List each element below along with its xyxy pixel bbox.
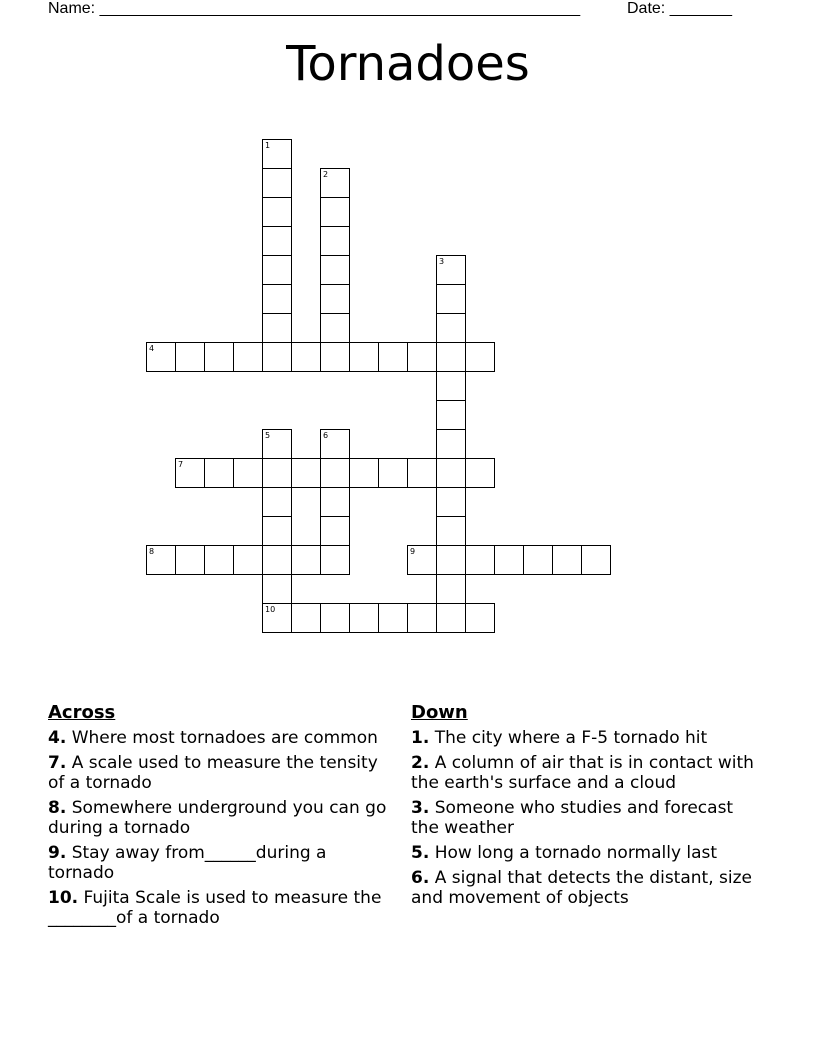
grid-cell[interactable] bbox=[233, 342, 263, 372]
grid-cell[interactable] bbox=[407, 545, 437, 575]
grid-cell[interactable] bbox=[262, 226, 292, 256]
grid-cell[interactable] bbox=[407, 342, 437, 372]
clue-number: 3 bbox=[439, 257, 445, 266]
grid-cell[interactable] bbox=[262, 574, 292, 604]
clue-item-text: Where most tornadoes are common bbox=[66, 728, 378, 748]
grid-cell[interactable] bbox=[378, 458, 408, 488]
grid-cell[interactable] bbox=[320, 284, 350, 314]
grid-cell[interactable] bbox=[465, 342, 495, 372]
grid-cell[interactable] bbox=[262, 458, 292, 488]
clue-number: 5 bbox=[265, 431, 271, 440]
grid-cell[interactable] bbox=[436, 574, 466, 604]
grid-cell[interactable] bbox=[320, 197, 350, 227]
clue-item-number: 8. bbox=[48, 798, 67, 818]
grid-cell[interactable] bbox=[262, 197, 292, 227]
grid-cell[interactable] bbox=[436, 516, 466, 546]
grid-cell[interactable] bbox=[436, 429, 466, 459]
grid-cell[interactable] bbox=[436, 284, 466, 314]
down-clue-list bbox=[411, 728, 761, 908]
grid-cell[interactable] bbox=[378, 342, 408, 372]
grid-cell[interactable] bbox=[320, 342, 350, 372]
grid-cell[interactable] bbox=[291, 342, 321, 372]
grid-cell[interactable] bbox=[320, 429, 350, 459]
clue-number: 6 bbox=[323, 431, 329, 440]
grid-cell[interactable] bbox=[262, 545, 292, 575]
grid-cell[interactable] bbox=[320, 313, 350, 343]
grid-cell[interactable] bbox=[465, 545, 495, 575]
grid-cell[interactable] bbox=[552, 545, 582, 575]
grid-cell[interactable] bbox=[320, 226, 350, 256]
grid-cell[interactable] bbox=[523, 545, 553, 575]
across-heading: Across bbox=[48, 702, 116, 723]
clue-item-text: A scale used to measure the tensity of a tornado bbox=[48, 753, 378, 793]
grid-cell[interactable] bbox=[291, 458, 321, 488]
down-heading: Down bbox=[411, 702, 468, 723]
clue-item-text: Somewhere underground you can go during a tornado bbox=[48, 798, 387, 838]
clue-item bbox=[411, 728, 761, 748]
down-clues bbox=[411, 702, 761, 913]
clue-item-text: A signal that detects the distant, size and movement of objects bbox=[411, 868, 752, 908]
grid-cell[interactable] bbox=[291, 603, 321, 633]
grid-cell[interactable] bbox=[320, 458, 350, 488]
grid-cell[interactable] bbox=[320, 487, 350, 517]
clue-item bbox=[48, 798, 393, 838]
grid-cell[interactable] bbox=[436, 342, 466, 372]
grid-cell[interactable] bbox=[320, 255, 350, 285]
grid-cell[interactable] bbox=[262, 516, 292, 546]
clue-item-text: The city where a F-5 tornado hit bbox=[429, 728, 708, 748]
clue-item bbox=[48, 843, 393, 883]
grid-cell[interactable] bbox=[349, 458, 379, 488]
clue-item-number: 10. bbox=[48, 888, 79, 908]
page-title: Tornadoes bbox=[286, 36, 530, 92]
across-clues bbox=[48, 702, 393, 933]
clue-number: 9 bbox=[410, 547, 416, 556]
clue-item-text: How long a tornado normally last bbox=[429, 843, 718, 863]
grid-cell[interactable] bbox=[436, 371, 466, 401]
grid-cell[interactable] bbox=[407, 603, 437, 633]
grid-cell[interactable] bbox=[494, 545, 524, 575]
grid-cell[interactable] bbox=[320, 603, 350, 633]
clue-item bbox=[48, 728, 393, 748]
grid-cell[interactable] bbox=[349, 603, 379, 633]
date-field-label[interactable]: Date: _______ bbox=[627, 0, 732, 17]
grid-cell[interactable] bbox=[320, 545, 350, 575]
grid-cell[interactable] bbox=[262, 429, 292, 459]
clue-item bbox=[48, 888, 393, 928]
grid-cell[interactable] bbox=[320, 516, 350, 546]
grid-cell[interactable] bbox=[204, 458, 234, 488]
clue-number: 10 bbox=[265, 605, 276, 614]
clue-item-number: 4. bbox=[48, 728, 67, 748]
grid-cell[interactable] bbox=[407, 458, 437, 488]
grid-cell[interactable] bbox=[465, 603, 495, 633]
clue-number: 4 bbox=[149, 344, 155, 353]
clue-item-number: 2. bbox=[411, 753, 430, 773]
clue-item-number: 3. bbox=[411, 798, 430, 818]
clue-item bbox=[411, 753, 761, 793]
clue-number: 2 bbox=[323, 170, 329, 179]
clue-item-number: 5. bbox=[411, 843, 430, 863]
across-clue-list bbox=[48, 728, 393, 928]
clue-item-text: Stay away from______during a tornado bbox=[48, 843, 327, 883]
clue-number: 7 bbox=[178, 460, 184, 469]
grid-cell[interactable] bbox=[378, 603, 408, 633]
clue-item-text: A column of air that is in contact with the earth's surface and a cloud bbox=[411, 753, 754, 793]
grid-cell[interactable] bbox=[262, 284, 292, 314]
clue-number: 8 bbox=[149, 547, 155, 556]
grid-cell[interactable] bbox=[436, 255, 466, 285]
grid-cell[interactable] bbox=[436, 603, 466, 633]
grid-cell[interactable] bbox=[262, 168, 292, 198]
clue-item-number: 6. bbox=[411, 868, 430, 888]
clue-item-number: 9. bbox=[48, 843, 67, 863]
grid-cell[interactable] bbox=[146, 342, 176, 372]
grid-cell[interactable] bbox=[262, 342, 292, 372]
grid-cell[interactable] bbox=[146, 545, 176, 575]
grid-cell[interactable] bbox=[581, 545, 611, 575]
grid-cell[interactable] bbox=[262, 603, 292, 633]
clue-item-number: 7. bbox=[48, 753, 67, 773]
grid-cell[interactable] bbox=[262, 313, 292, 343]
grid-cell[interactable] bbox=[436, 400, 466, 430]
clue-item bbox=[48, 753, 393, 793]
name-field-label[interactable]: Name: ______________________________________________________ bbox=[48, 0, 581, 17]
grid-cell[interactable] bbox=[262, 487, 292, 517]
grid-cell[interactable] bbox=[175, 342, 205, 372]
grid-cell[interactable] bbox=[175, 458, 205, 488]
grid-cell[interactable] bbox=[349, 342, 379, 372]
clue-item bbox=[411, 868, 761, 908]
grid-cell[interactable] bbox=[233, 545, 263, 575]
clue-item bbox=[411, 843, 761, 863]
grid-cell[interactable] bbox=[436, 313, 466, 343]
grid-cell[interactable] bbox=[320, 168, 350, 198]
clue-item-text: Fujita Scale is used to measure the ________of a tornado bbox=[48, 888, 382, 928]
grid-cell[interactable] bbox=[465, 458, 495, 488]
grid-cell[interactable] bbox=[262, 139, 292, 169]
clue-item bbox=[411, 798, 761, 838]
grid-cell[interactable] bbox=[262, 255, 292, 285]
grid-cell[interactable] bbox=[175, 545, 205, 575]
grid-cell[interactable] bbox=[436, 545, 466, 575]
grid-cell[interactable] bbox=[436, 458, 466, 488]
grid-cell[interactable] bbox=[436, 487, 466, 517]
grid-cell[interactable] bbox=[233, 458, 263, 488]
clue-item-text: Someone who studies and forecast the weather bbox=[411, 798, 734, 838]
grid-cell[interactable] bbox=[204, 545, 234, 575]
grid-cell[interactable] bbox=[204, 342, 234, 372]
clue-number: 1 bbox=[265, 141, 271, 150]
clue-item-number: 1. bbox=[411, 728, 430, 748]
grid-cell[interactable] bbox=[291, 545, 321, 575]
